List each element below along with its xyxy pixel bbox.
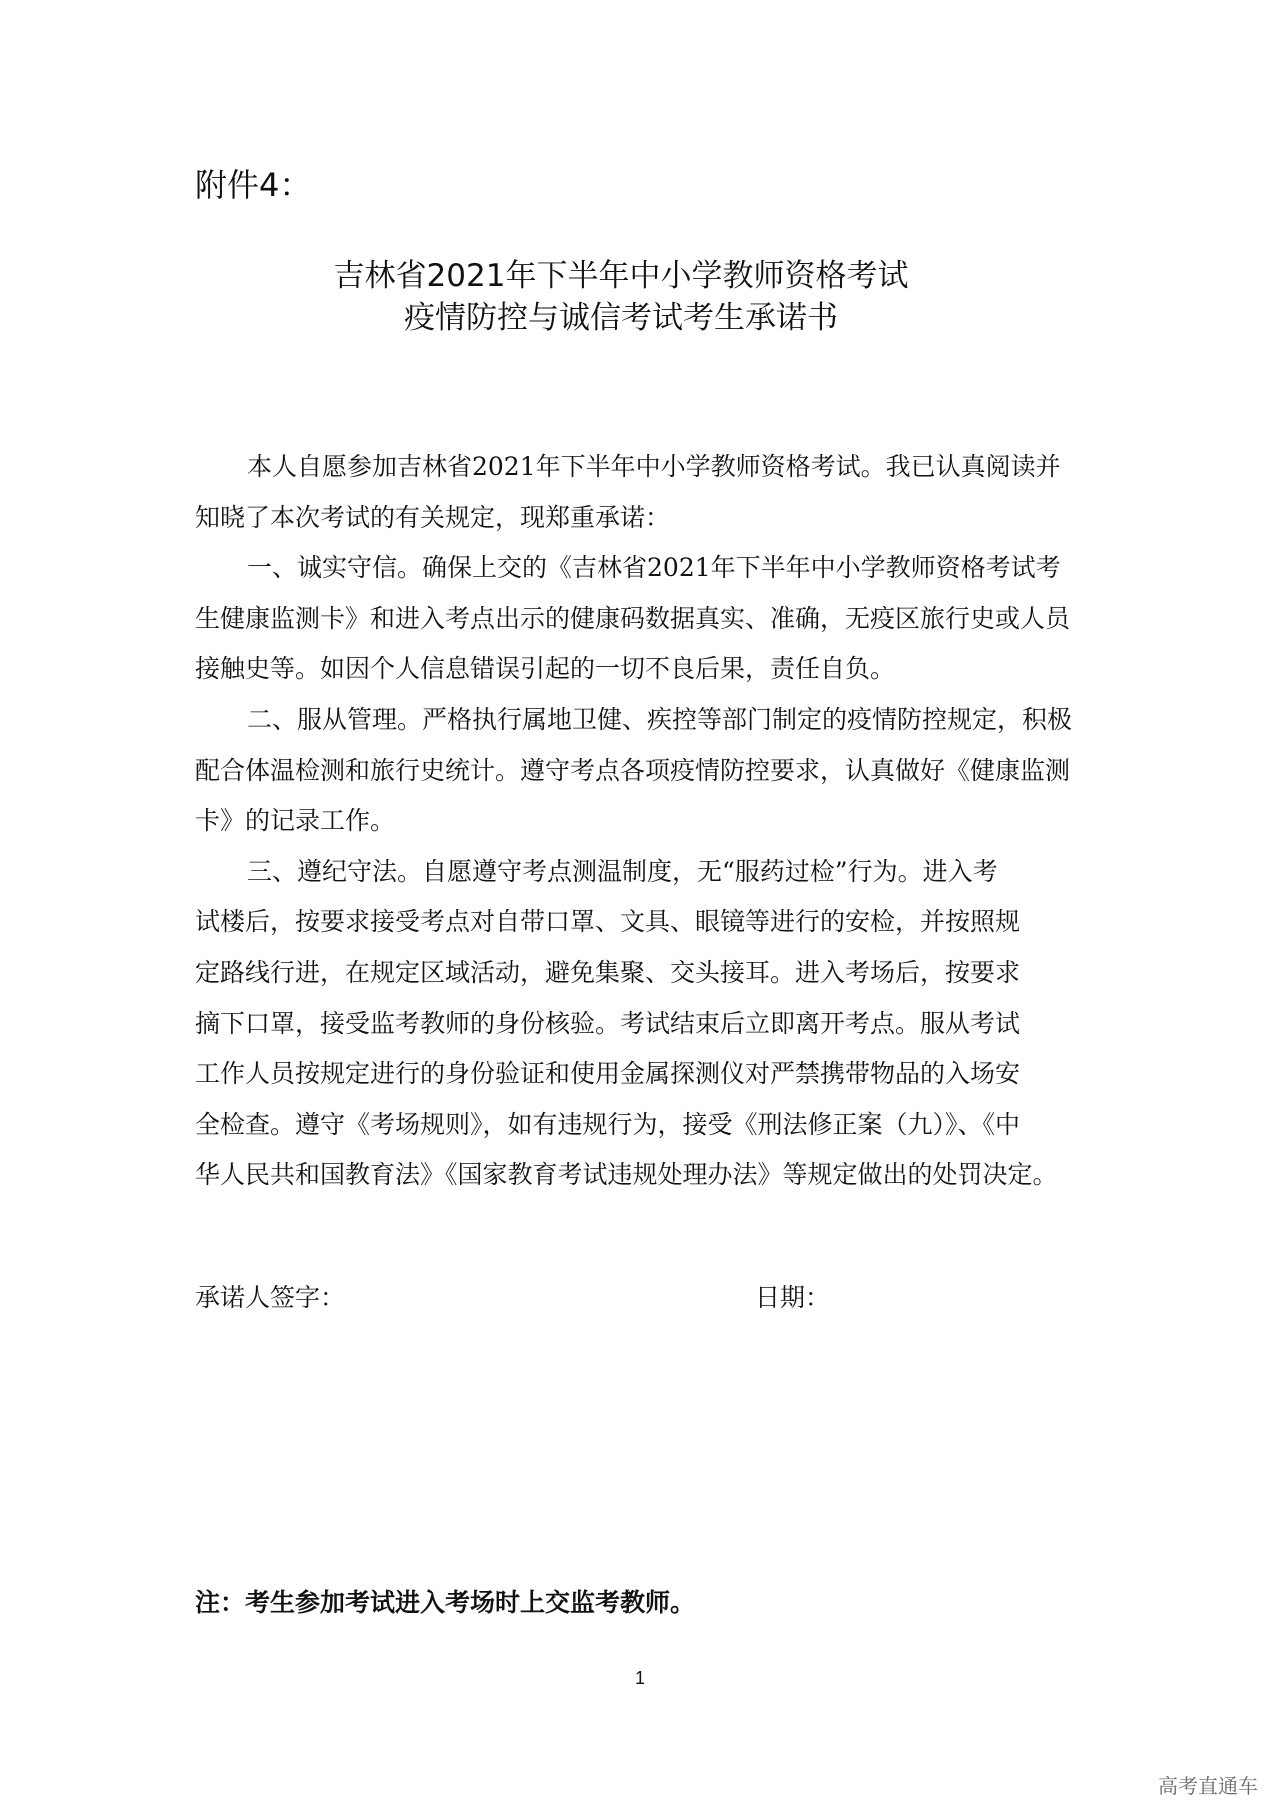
paragraph bbox=[195, 847, 1105, 1201]
paragraph-line: 三、遵纪守法。自愿遵守考点测温制度，无“服药过检”行为。进入考 bbox=[247, 856, 998, 886]
attachment-label: 附件4： bbox=[195, 166, 312, 204]
paragraph-line: 配合体温检测和旅行史统计。遵守考点各项疫情防控要求，认真做好《健康监测 bbox=[195, 755, 1071, 785]
paragraph bbox=[195, 543, 1105, 695]
note-text: 注：考生参加考试进入考场时上交监考教师。 bbox=[195, 1588, 696, 1617]
paragraph-line: 二、服从管理。严格执行属地卫健、疾控等部门制定的疫情防控规定，积极 bbox=[247, 704, 1073, 734]
paragraph bbox=[195, 442, 1105, 543]
paragraph-line: 华人民共和国教育法》《国家教育考试违规处理办法》等规定做出的处罚决定。 bbox=[195, 1160, 1058, 1190]
paragraph-line: 摘下口罩，接受监考教师的身份核验。考试结束后立即离开考点。服从考试 bbox=[195, 1008, 1021, 1038]
paragraph-line: 一、诚实守信。确保上交的《吉林省2021年下半年中小学教师资格考试考 bbox=[247, 553, 1061, 583]
paragraph-line: 卡》的记录工作。 bbox=[195, 806, 396, 836]
paragraph-line: 定路线行进，在规定区域活动，避免集聚、交头接耳。进入考场后，按要求 bbox=[195, 957, 1021, 987]
paragraph-line: 生健康监测卡》和进入考点出示的健康码数据真实、准确，无疫区旅行史或人员 bbox=[195, 603, 1071, 633]
document-title-line-2: 疫情防控与诚信考试考生承诺书 bbox=[404, 300, 838, 336]
paragraph-line: 工作人员按规定进行的身份验证和使用金属探测仪对严禁携带物品的入场安 bbox=[195, 1059, 1021, 1089]
page-number: 1 bbox=[634, 1668, 645, 1688]
paragraph-line: 全检查。遵守《考场规则》，如有违规行为，接受《刑法修正案（九）》、《中 bbox=[195, 1109, 1021, 1139]
paragraph bbox=[195, 695, 1105, 847]
date-label: 日期： bbox=[755, 1283, 831, 1312]
watermark: 高考直通车 bbox=[1158, 1774, 1258, 1798]
signature-label: 承诺人签字： bbox=[195, 1283, 346, 1312]
paragraph-line: 知晓了本次考试的有关规定，现郑重承诺： bbox=[195, 502, 671, 532]
document-title-line-1: 吉林省2021年下半年中小学教师资格考试 bbox=[333, 258, 909, 294]
pledge-body bbox=[195, 442, 1105, 1201]
paragraph-line: 本人自愿参加吉林省2021年下半年中小学教师资格考试。我已认真阅读并 bbox=[247, 452, 1061, 481]
paragraph-line: 试楼后，按要求接受考点对自带口罩、文具、眼镜等进行的安检，并按照规 bbox=[195, 907, 1021, 937]
paragraph-line: 接触史等。如因个人信息错误引起的一切不良后果，责任自负。 bbox=[195, 654, 896, 684]
